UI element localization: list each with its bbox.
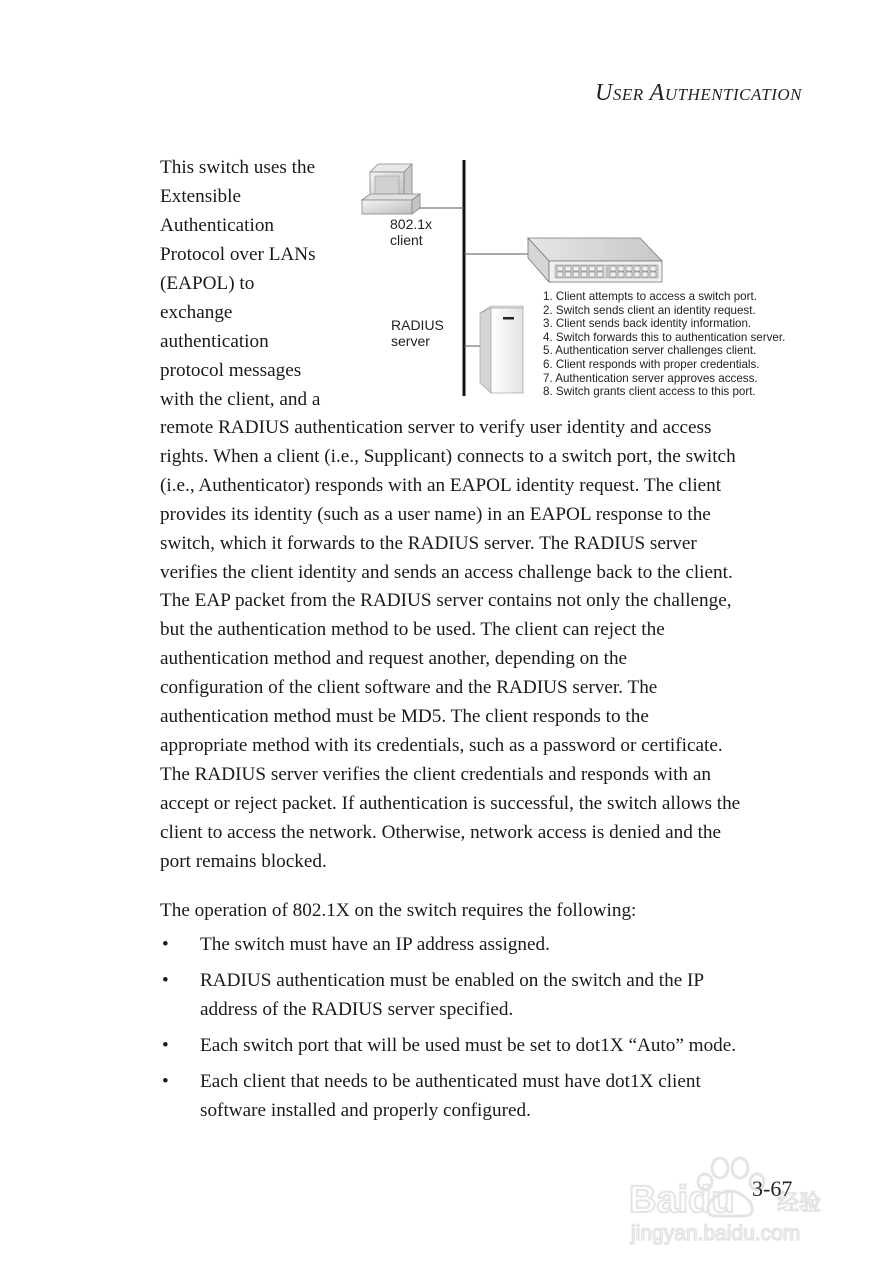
step: 2. Switch sends client an identity request. <box>543 303 756 317</box>
intro-wrapped-text <box>160 153 350 414</box>
network-switch-icon <box>528 238 662 282</box>
baidu-watermark <box>625 1150 835 1245</box>
step: 6. Client responds with proper credentials. <box>543 357 760 371</box>
running-head: User Authentication <box>595 80 802 106</box>
bullet-icon: • <box>162 1071 169 1092</box>
computer-icon <box>362 164 420 214</box>
list-item: • Each switch port that will be used must be set to dot1X “Auto” mode. <box>160 1031 810 1060</box>
text-line: but the authentication method to be used. The client can reject the <box>160 619 665 641</box>
page-number: 3-67 <box>752 1176 793 1201</box>
text-line: authentication method must be MD5. The client responds to the <box>160 706 649 728</box>
text-line: provides its identity (such as a user name) in an EAPOL response to the <box>160 503 711 525</box>
list-item: • The switch must have an IP address assigned. <box>160 930 810 959</box>
requirements-intro: The operation of 802.1X on the switch requires the following: <box>160 900 637 921</box>
text-line: with the client, and a <box>160 389 321 410</box>
text-line: authentication method and request another, depending on the <box>160 648 628 670</box>
text-line: exchange <box>160 302 233 323</box>
eapol-diagram <box>340 150 820 410</box>
svg-text:经验: 经验 <box>777 1191 822 1216</box>
text-line: port remains blocked. <box>160 850 327 872</box>
step: 3. Client sends back identity information. <box>543 317 752 331</box>
list-item: • RADIUS authentication must be enabled on the switch and the IP address of the RADIUS server specified. <box>160 966 810 1024</box>
server-tower-icon <box>480 306 523 393</box>
radius-server-label: RADIUS server <box>391 317 444 349</box>
text-line: switch, which it forwards to the RADIUS server. The RADIUS server <box>160 532 697 554</box>
step: 7. Authentication server approves access. <box>543 371 758 385</box>
text-line: The RADIUS server verifies the client credentials and responds with an <box>160 763 711 785</box>
step: 1. Client attempts to access a switch port. <box>543 290 757 303</box>
text-line: verifies the client identity and sends an access challenge back to the client. <box>160 561 733 583</box>
svg-text:Baidu: Baidu <box>629 1179 735 1221</box>
text-line: authentication <box>160 331 269 352</box>
bullet-icon: • <box>162 970 169 991</box>
body-paragraph <box>160 414 810 877</box>
text-line: (EAPOL) to <box>160 273 255 294</box>
bullet-icon: • <box>162 934 169 955</box>
requirements-list <box>160 930 810 1132</box>
text-line: accept or reject packet. If authentication is successful, the switch allows the <box>160 792 741 814</box>
text-line: Extensible <box>160 186 241 207</box>
text-line: configuration of the client software and the RADIUS server. The <box>160 677 658 699</box>
text-line: Authentication <box>160 215 275 236</box>
text-line: remote RADIUS authentication server to verify user identity and access <box>160 417 712 438</box>
text-line: rights. When a client (i.e., Supplicant) connects to a switch port, the switch <box>160 445 736 467</box>
step: 8. Switch grants client access to this port. <box>543 385 756 399</box>
text-line: (i.e., Authenticator) responds with an EAPOL identity request. The client <box>160 474 722 496</box>
text-line: The EAP packet from the RADIUS server contains not only the challenge, <box>160 590 732 612</box>
text-line: Protocol over LANs <box>160 244 316 265</box>
list-item: • Each client that needs to be authenticated must have dot1X client software installed and properly configured. <box>160 1067 810 1125</box>
svg-text:jingyan.baidu.com: jingyan.baidu.com <box>631 1222 801 1245</box>
paw-logo-icon <box>625 1150 835 1245</box>
step: 4. Switch forwards this to authentication server. <box>543 330 786 344</box>
text-line: protocol messages <box>160 360 302 381</box>
bullet-icon: • <box>162 1035 169 1056</box>
text-line: appropriate method with its credentials, such as a password or certificate. <box>160 734 723 756</box>
text-line: client to access the network. Otherwise, network access is denied and the <box>160 821 722 843</box>
authentication-steps <box>543 290 785 399</box>
text-line: This switch uses the <box>160 157 316 178</box>
step: 5. Authentication server challenges client. <box>543 344 757 358</box>
client-label: 802.1x client <box>390 216 433 248</box>
